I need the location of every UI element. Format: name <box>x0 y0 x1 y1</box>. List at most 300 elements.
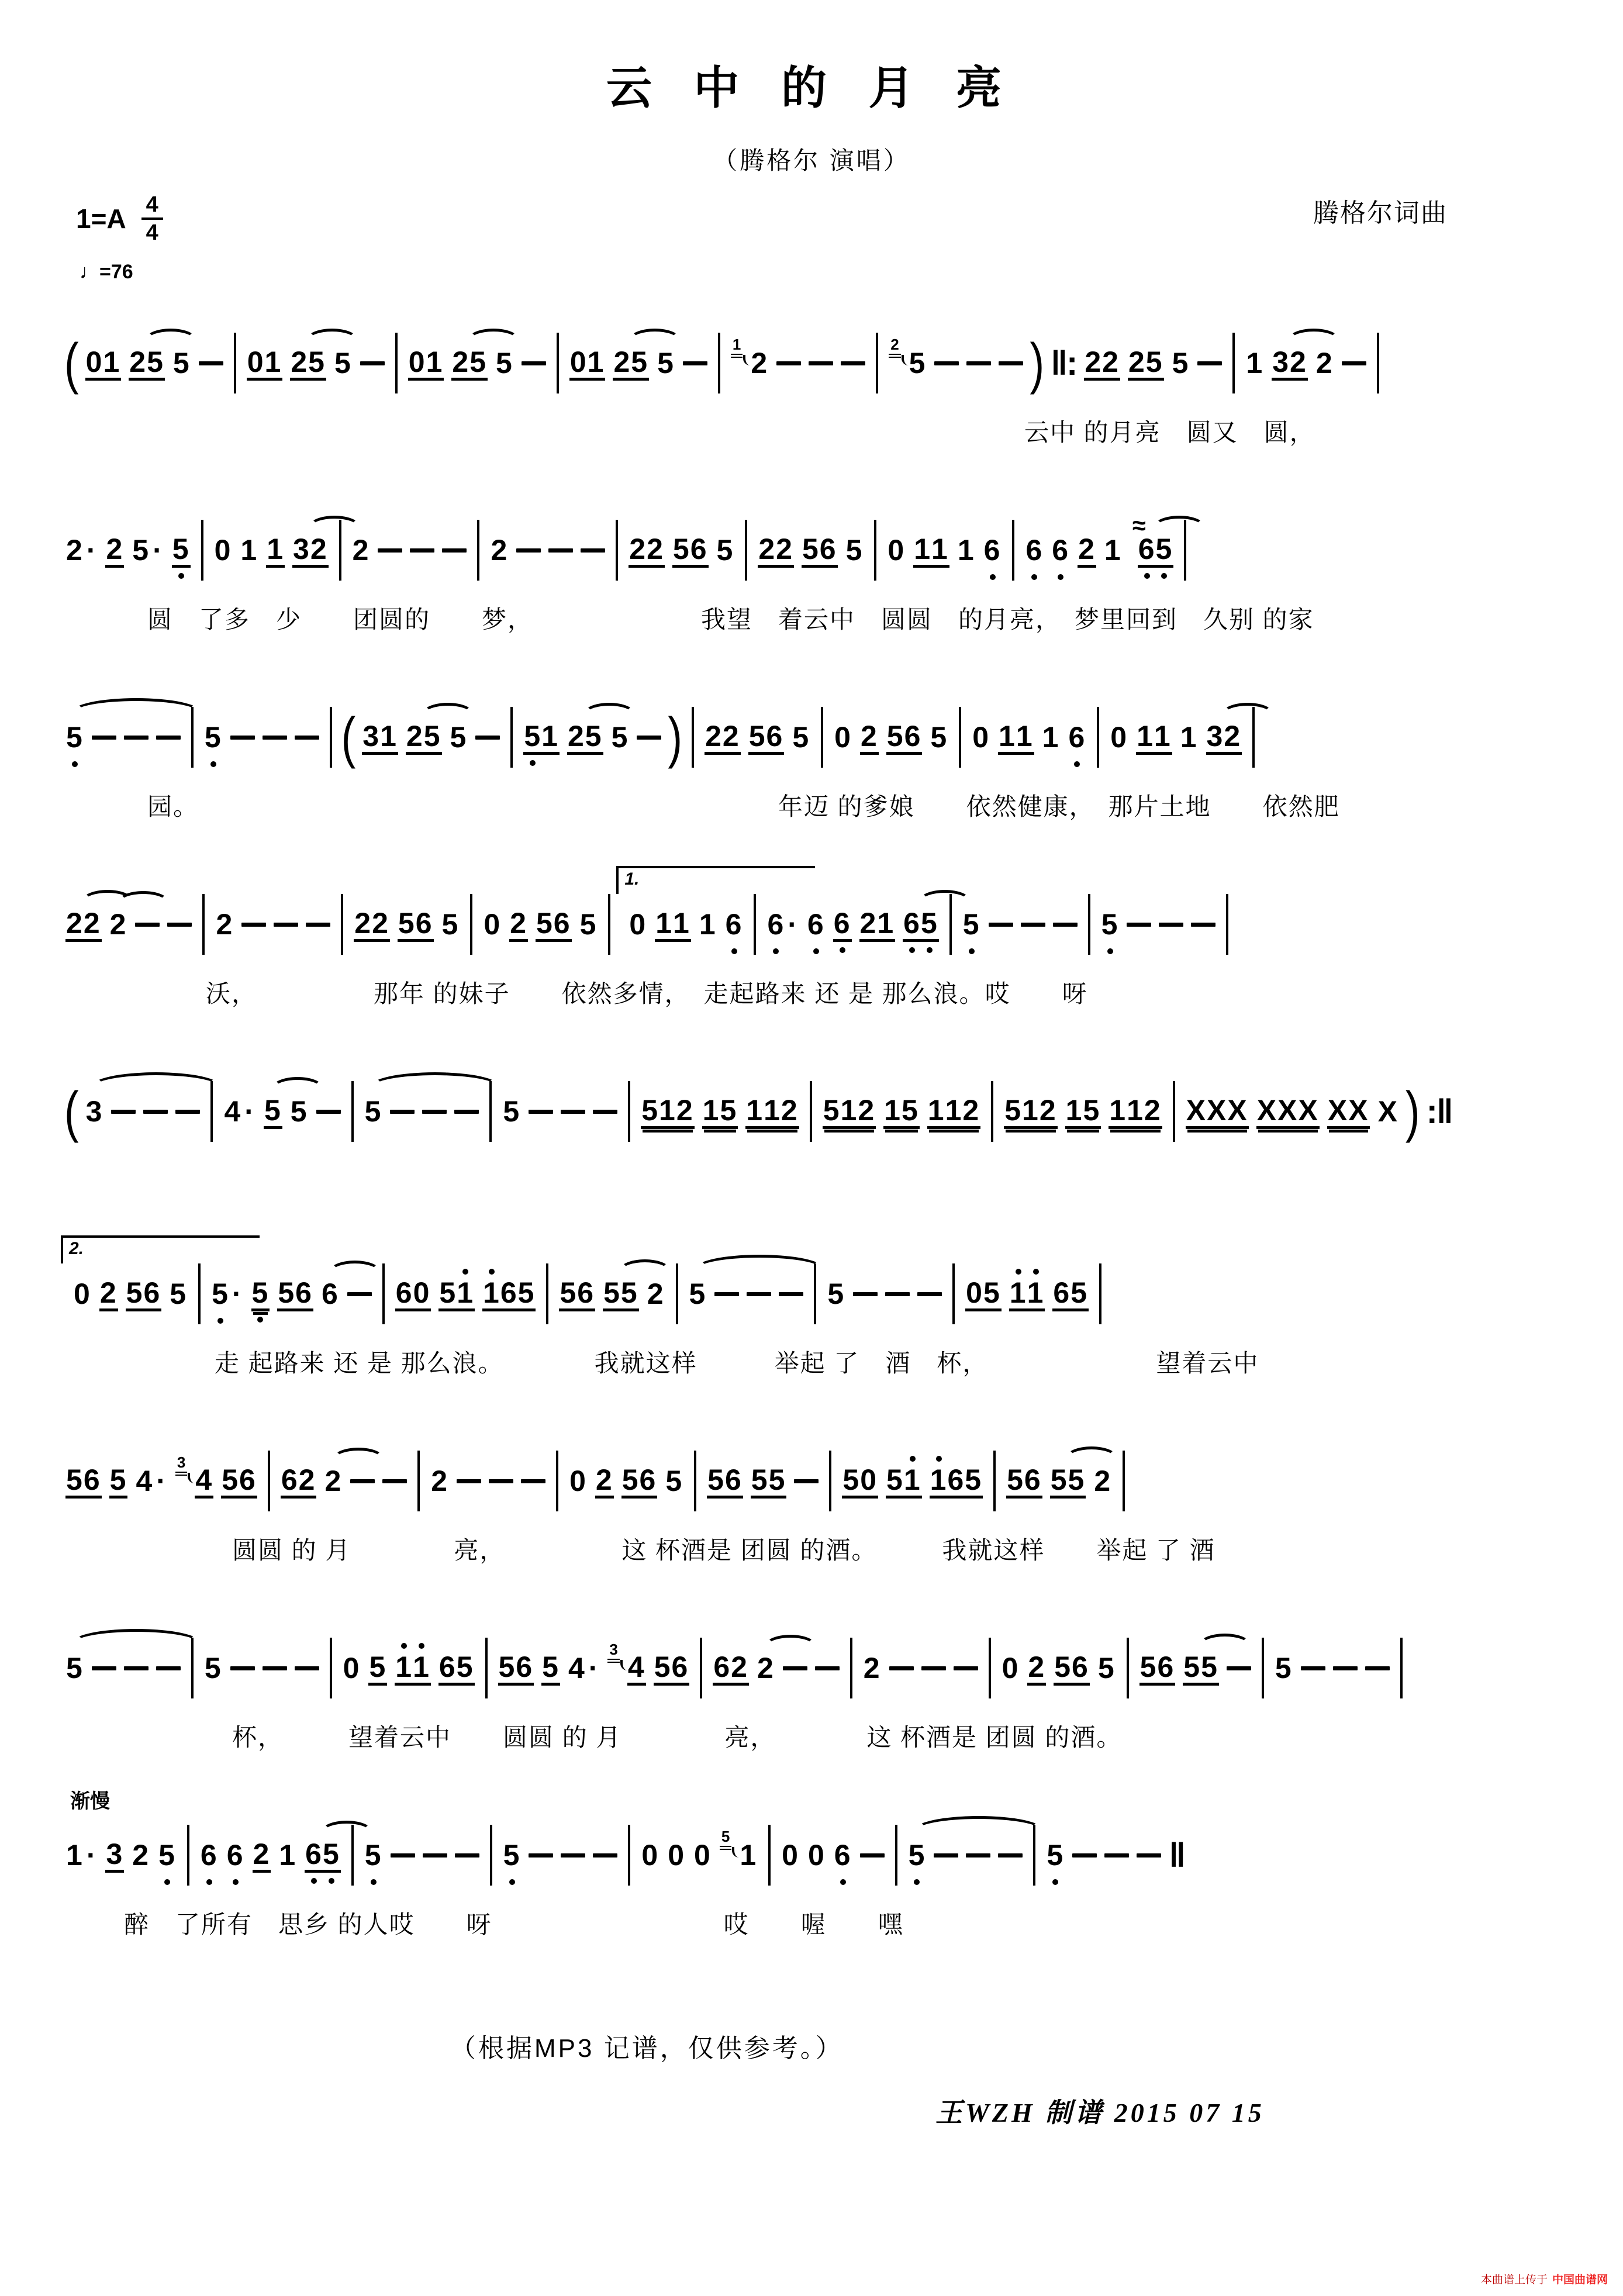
score-glyph: 1 <box>840 1093 858 1127</box>
barline <box>198 1263 201 1324</box>
score-glyph: 5 <box>823 1093 841 1127</box>
barline <box>341 894 343 955</box>
grace-note: 3 <box>175 1453 187 1476</box>
note <box>99 1277 118 1311</box>
note <box>903 907 939 942</box>
note <box>65 1652 84 1684</box>
score-glyph: 2 <box>758 532 776 565</box>
barline <box>330 1638 332 1698</box>
note <box>324 1465 343 1497</box>
notation-row <box>65 330 1565 396</box>
sustain-dash <box>529 1110 553 1114</box>
score-glyph: 2 <box>776 532 793 565</box>
note <box>395 1651 431 1686</box>
sustain-dash <box>561 1110 585 1114</box>
sustain-dash <box>199 361 223 365</box>
note <box>1110 721 1128 753</box>
note <box>109 909 128 940</box>
score-glyph: 2 <box>354 906 372 940</box>
lyric-line: 沃， 那年 的妹子 依然多情， 走起路来 还 是 那么浪。哎 呀 <box>206 980 1088 1007</box>
note <box>569 346 606 381</box>
sustain-dash <box>263 1666 287 1670</box>
tempo-change-mark: 渐慢 <box>70 1790 110 1812</box>
score-glyph: 0 <box>888 534 906 567</box>
score-glyph: 1 <box>240 534 258 567</box>
sustain-dash <box>1072 1853 1097 1857</box>
score-glyph: 0 <box>860 1463 878 1496</box>
barline <box>876 333 878 393</box>
score-glyph: 1 <box>395 1650 413 1683</box>
score-glyph: 1 <box>1154 719 1172 752</box>
note <box>1256 1095 1320 1129</box>
score-glyph: 5 <box>768 1463 786 1496</box>
score-glyph: 2 <box>860 719 878 752</box>
barline <box>268 1451 270 1511</box>
sustain-dash <box>378 548 402 553</box>
note <box>214 534 233 566</box>
score-glyph: 5 <box>641 1093 659 1127</box>
transcriber-credit: 王WZH 制谱 2015 07 15 <box>935 2098 1265 2128</box>
note <box>654 1651 690 1686</box>
note <box>983 534 1002 566</box>
note <box>135 1465 167 1497</box>
score-glyph: 1 <box>699 908 717 941</box>
score-glyph: 6 <box>725 908 743 941</box>
sustain-dash <box>360 361 385 365</box>
note <box>930 721 948 753</box>
score-glyph: 3 <box>85 1095 103 1128</box>
note <box>204 721 223 753</box>
note <box>845 534 864 566</box>
score-glyph: 3 <box>293 532 310 565</box>
score-glyph: 5 <box>886 719 904 752</box>
lyric-line: 园。 年迈 的爹娘 依然健康， 那片土地 依然肥 <box>147 793 1340 820</box>
note <box>200 1839 219 1871</box>
score-glyph: 2 <box>216 908 234 941</box>
score-glyph: 0 <box>247 345 265 378</box>
note <box>158 1839 177 1871</box>
score-glyph: 2 <box>83 906 101 940</box>
score-glyph: 2 <box>1094 1465 1112 1497</box>
note <box>1027 1651 1046 1686</box>
note <box>807 909 826 940</box>
sustain-dash <box>156 736 181 740</box>
score-glyph: 5 <box>620 1276 638 1309</box>
score-glyph: 2 <box>310 532 328 565</box>
note <box>277 1277 313 1311</box>
note <box>264 1095 282 1129</box>
repeat-begin: ‖: <box>1051 344 1077 382</box>
note <box>1050 1464 1086 1499</box>
score-glyph: 2 <box>751 347 769 379</box>
score-glyph: 4 <box>627 1650 645 1683</box>
score-glyph: 6 <box>834 1839 852 1872</box>
score-glyph: 1 <box>702 1093 720 1127</box>
score-glyph: 5 <box>132 534 150 567</box>
note <box>757 1652 775 1684</box>
note <box>766 909 799 940</box>
score-glyph: 2 <box>1039 1093 1057 1127</box>
barline <box>1232 333 1235 393</box>
lyric-line: 云中 的月亮 圆又 圆， <box>1024 419 1315 446</box>
sustain-dash <box>442 548 467 553</box>
score-glyph: 2 <box>109 908 127 941</box>
phrase-paren: ) <box>668 706 683 769</box>
sustain-dash <box>306 923 330 927</box>
score-glyph: 2 <box>731 1650 748 1683</box>
score-glyph: · <box>788 908 799 941</box>
note <box>1046 1839 1065 1871</box>
score-glyph: 5 <box>707 1463 725 1496</box>
notation-row <box>65 1079 1565 1144</box>
note <box>1025 534 1044 566</box>
note <box>438 1651 475 1686</box>
score-glyph: 6 <box>903 906 921 940</box>
note <box>132 534 164 566</box>
barline <box>628 1081 630 1142</box>
score-glyph: 6 <box>724 1463 743 1496</box>
note <box>451 346 488 381</box>
barline <box>694 1451 696 1511</box>
score-glyph: 5 <box>369 1650 387 1683</box>
phrase-paren: ( <box>64 332 79 395</box>
score-glyph: 0 <box>74 1278 91 1310</box>
note <box>569 1465 588 1497</box>
note <box>211 1278 243 1310</box>
score-glyph: 1 <box>457 1276 475 1309</box>
score-glyph: 2 <box>406 719 424 752</box>
notation-row <box>65 1448 1565 1514</box>
note <box>1006 1464 1042 1499</box>
sustain-dash <box>135 923 160 927</box>
score-glyph: 1 <box>746 1093 764 1127</box>
score-glyph: 6 <box>500 1276 518 1309</box>
score-glyph: 5 <box>827 1278 845 1310</box>
score-glyph: 5 <box>1145 345 1163 378</box>
note <box>1052 1277 1089 1311</box>
note <box>802 533 838 568</box>
score-glyph: 3 <box>1206 719 1224 752</box>
lyric-line: 走 起路来 还 是 那么浪。 我就这样 举起 了 酒 杯， 望着云中 <box>215 1349 1259 1377</box>
score-glyph: 5 <box>278 1276 296 1309</box>
score-glyph: 2 <box>129 345 147 378</box>
note <box>1315 347 1334 379</box>
note <box>364 1096 383 1127</box>
score-glyph: 1 <box>66 1839 84 1872</box>
sustain-dash <box>921 1666 946 1670</box>
score-glyph: 5 <box>1071 1276 1089 1309</box>
note <box>1109 1095 1162 1129</box>
barline <box>718 333 720 393</box>
sustain-dash <box>522 361 546 365</box>
score-glyph: 1 <box>103 345 121 378</box>
score-glyph: · <box>156 1465 167 1497</box>
score-glyph: 6 <box>766 719 784 752</box>
score-glyph: 1 <box>764 1093 781 1127</box>
score-glyph: 2 <box>595 1463 613 1496</box>
barline <box>959 707 961 768</box>
sustain-dash <box>295 736 319 740</box>
note <box>751 1464 787 1499</box>
phrase-paren: ) <box>1030 332 1045 395</box>
score-glyph: 5 <box>909 347 927 379</box>
note <box>172 347 191 379</box>
note <box>629 533 665 568</box>
score-glyph: 0 <box>569 1465 587 1497</box>
score-glyph: 5 <box>716 534 734 567</box>
sustain-dash <box>714 1292 739 1296</box>
score-glyph: 1 <box>931 532 949 565</box>
barline <box>874 520 876 581</box>
sustain-dash <box>1365 1666 1390 1670</box>
score-glyph: 5 <box>66 721 84 754</box>
score-glyph: · <box>244 1095 255 1128</box>
score-line <box>65 705 1565 823</box>
score-glyph: 5 <box>1101 908 1119 941</box>
score-glyph: 0 <box>343 1652 361 1684</box>
barline <box>700 1638 702 1698</box>
sustain-dash <box>815 1666 840 1670</box>
score-glyph: 6 <box>143 1276 161 1309</box>
sustain-dash <box>934 361 959 365</box>
note <box>354 907 390 942</box>
sustain-dash <box>350 1479 375 1483</box>
score-glyph: 5 <box>524 719 542 752</box>
sustain-dash <box>1191 923 1215 927</box>
score-glyph: 2 <box>324 1465 343 1497</box>
barline <box>745 520 747 581</box>
note <box>221 1464 257 1499</box>
score-glyph: 1 <box>541 719 559 752</box>
note <box>126 1277 162 1311</box>
note <box>860 720 879 755</box>
score-glyph: 5 <box>1155 532 1173 565</box>
note <box>406 720 442 755</box>
note <box>629 909 647 940</box>
score-glyph: 2 <box>859 906 878 940</box>
score-glyph: 5 <box>657 347 675 379</box>
score-glyph: 2 <box>647 1278 665 1310</box>
score-glyph: 0 <box>629 908 647 941</box>
score-glyph: 5 <box>322 1837 340 1870</box>
sustain-dash <box>889 1666 914 1670</box>
note <box>1128 346 1164 381</box>
phrase-paren: ) <box>1405 1080 1420 1143</box>
score-glyph: 6 <box>833 906 851 940</box>
note <box>105 533 124 568</box>
score-line <box>65 1790 1565 1941</box>
score-glyph: 6 <box>904 719 922 752</box>
final-barline: ‖ <box>1169 1836 1185 1874</box>
sustain-dash <box>230 1666 255 1670</box>
score-glyph: 5 <box>364 1095 382 1128</box>
score-glyph: 6 <box>239 1463 257 1496</box>
meter-denominator: 4 <box>141 217 163 246</box>
note <box>253 1838 271 1873</box>
score-glyph: 1 <box>1027 1276 1045 1309</box>
barline <box>1088 894 1090 955</box>
note <box>292 533 329 568</box>
note <box>665 1465 683 1497</box>
sustain-dash <box>966 361 991 365</box>
score-glyph: 1 <box>1109 1093 1127 1127</box>
barline <box>1173 1081 1175 1142</box>
sustain-dash <box>124 736 149 740</box>
score-glyph: · <box>86 534 98 567</box>
score-glyph: 5 <box>1004 1093 1022 1127</box>
note <box>859 907 896 942</box>
score-glyph: 2 <box>647 532 664 565</box>
note <box>1042 721 1061 753</box>
score-line <box>65 1079 1565 1144</box>
score-glyph: 2 <box>1144 1093 1162 1127</box>
note <box>169 1278 188 1310</box>
score-glyph: 5 <box>1050 1463 1068 1496</box>
score-glyph: 5 <box>398 906 416 940</box>
sustain-dash <box>391 1853 415 1857</box>
score-glyph: 5 <box>204 1652 222 1684</box>
score-glyph: 2 <box>491 534 509 567</box>
note <box>105 1838 124 1873</box>
barline <box>546 1263 548 1324</box>
score-glyph: X <box>1298 1093 1319 1127</box>
score-glyph: 2 <box>1078 532 1096 565</box>
score-glyph: 2 <box>291 345 309 378</box>
sustain-dash <box>111 1110 136 1114</box>
note <box>65 721 84 753</box>
sustain-dash <box>998 1853 1023 1857</box>
score-glyph: 5 <box>503 1839 521 1872</box>
note <box>1180 721 1199 753</box>
note <box>129 346 165 381</box>
score-glyph: 5 <box>334 347 352 379</box>
score-glyph: 5 <box>631 345 649 378</box>
score-glyph: 2 <box>781 1093 799 1127</box>
note <box>495 347 514 379</box>
score-glyph: 2 <box>722 719 740 752</box>
sustain-dash <box>241 923 266 927</box>
note <box>1104 534 1123 566</box>
score-glyph: 5 <box>672 532 690 565</box>
score-glyph: 2 <box>567 719 585 752</box>
note <box>972 721 990 753</box>
score-line <box>65 330 1565 448</box>
note <box>834 1839 852 1871</box>
sustain-dash <box>454 1110 479 1114</box>
note <box>266 533 285 568</box>
score-glyph: 5 <box>665 1465 683 1497</box>
barline <box>895 1825 897 1886</box>
score-glyph: 5 <box>748 719 766 752</box>
score-glyph: 6 <box>690 532 708 565</box>
note <box>65 534 98 566</box>
sustain-dash <box>548 548 573 553</box>
barline <box>952 1263 955 1324</box>
score-glyph: X <box>1186 1093 1207 1127</box>
score-glyph: 0 <box>413 1276 431 1309</box>
note <box>281 1464 317 1499</box>
tempo-marking: ♩=76 <box>80 261 133 283</box>
sustain-dash <box>167 923 192 927</box>
score-glyph: 5 <box>792 721 810 754</box>
score-glyph: 5 <box>204 721 222 754</box>
score-glyph: 2 <box>352 534 370 567</box>
sustain-dash <box>999 361 1023 365</box>
sustain-dash <box>422 1110 447 1114</box>
barline <box>616 520 618 581</box>
note <box>863 1652 882 1684</box>
score-glyph: 0 <box>668 1839 686 1872</box>
note <box>655 907 691 942</box>
note <box>603 1277 639 1311</box>
score-glyph: X <box>1207 1093 1228 1127</box>
sustain-dash <box>1227 1666 1251 1670</box>
score-glyph: 2 <box>1224 719 1242 752</box>
score-glyph: 2 <box>757 1652 775 1684</box>
barline <box>768 1825 771 1886</box>
sustain-dash <box>230 736 255 740</box>
score-glyph: 6 <box>807 908 825 941</box>
note <box>334 347 353 379</box>
score-glyph: X <box>1327 1093 1349 1127</box>
phrase-paren: ( <box>341 706 356 769</box>
score-glyph: 5 <box>720 1093 738 1127</box>
score-glyph: 5 <box>498 1650 516 1683</box>
note <box>204 1652 223 1684</box>
score-glyph: 5 <box>962 908 980 941</box>
score-glyph: 5 <box>908 1839 926 1872</box>
note <box>957 534 976 566</box>
score-glyph: 4 <box>568 1652 586 1684</box>
score-glyph: 5 <box>423 719 441 752</box>
score-glyph: X <box>1377 1095 1398 1128</box>
note <box>1065 1095 1101 1129</box>
key-label: 1=A <box>76 203 126 234</box>
score-glyph: 5 <box>1183 1650 1201 1683</box>
score-glyph: 1 <box>740 1839 758 1872</box>
score-glyph: 5 <box>1139 1650 1158 1683</box>
note <box>398 907 434 942</box>
barline <box>477 520 479 581</box>
watermark-site-name: 中国曲谱网 <box>1552 2274 1608 2286</box>
barline <box>821 707 823 768</box>
barline <box>470 894 472 955</box>
score-glyph: 2 <box>99 1276 118 1309</box>
score-glyph: · <box>232 1278 243 1310</box>
score-glyph: 0 <box>569 345 588 378</box>
note <box>595 1464 614 1499</box>
score-glyph: 2 <box>66 534 84 567</box>
score-glyph: 6 <box>1157 1650 1175 1683</box>
score-glyph: 5 <box>621 1463 640 1496</box>
note <box>541 1651 560 1686</box>
score-glyph: 5 <box>654 1650 672 1683</box>
score-glyph: 0 <box>214 534 232 567</box>
meta-row <box>0 177 1623 246</box>
score-glyph: 4 <box>195 1463 213 1496</box>
note <box>502 1096 521 1127</box>
score-glyph: 5 <box>1275 1652 1293 1684</box>
note <box>1139 1651 1176 1686</box>
note <box>1377 1096 1399 1127</box>
note <box>226 1839 245 1871</box>
score-glyph: 0 <box>972 721 990 754</box>
note <box>503 1839 522 1871</box>
lyric-line: 杯， 望着云中 圆圆 的 月 亮， 这 杯酒是 团圆 的酒。 <box>232 1724 1123 1751</box>
score-glyph: 5 <box>802 532 820 565</box>
score-glyph: 5 <box>66 1463 84 1496</box>
note <box>305 1838 341 1873</box>
